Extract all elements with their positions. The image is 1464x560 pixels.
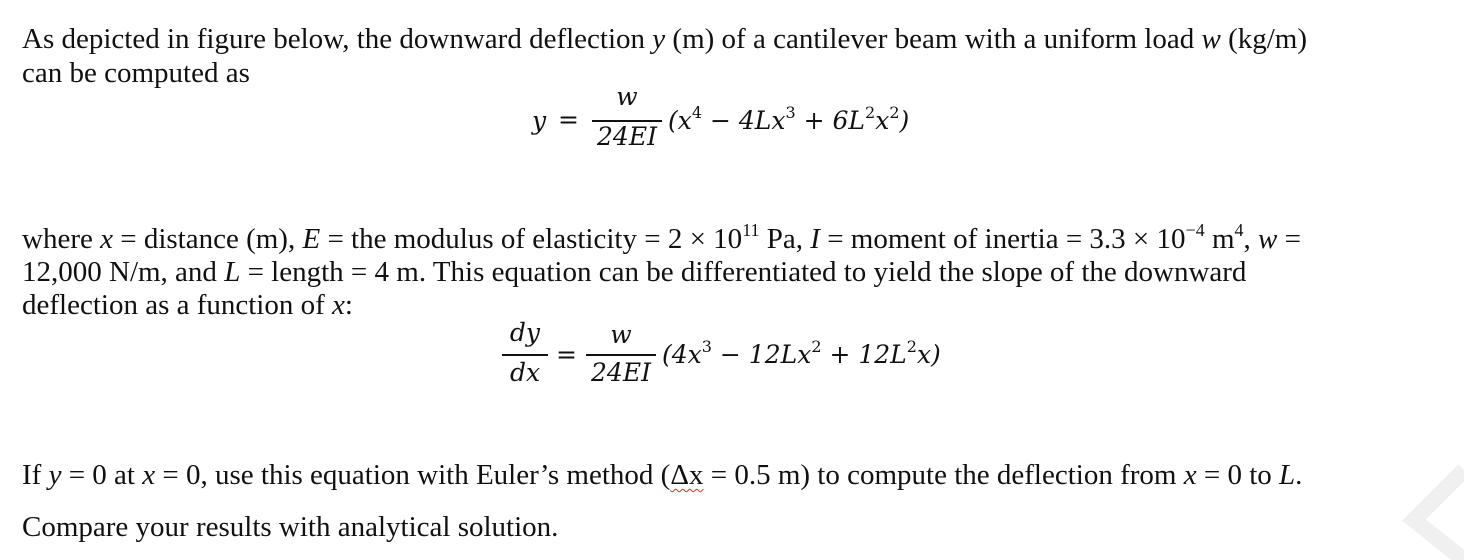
where-line-3 <box>22 288 353 322</box>
where-text: = the modulus of elasticity = 2 × 10 <box>320 223 743 255</box>
intro-line-2: can be computed as <box>22 57 250 89</box>
where-text: where <box>22 223 101 255</box>
exponent: −4 <box>1185 220 1205 240</box>
eq2-term: − 12Lx <box>711 340 812 369</box>
eq2-lhs-numerator: dy <box>509 318 541 347</box>
intro-text: (m) of a cantilever beam with a uniform load <box>665 23 1202 55</box>
task-text: = 0, use this equation with Euler’s method ( <box>155 459 671 491</box>
where-line-1 <box>22 222 1301 256</box>
eq1-exponent: 3 <box>785 103 796 122</box>
var-I: I <box>810 223 820 255</box>
where-line-2 <box>22 255 1246 289</box>
slope-equation <box>502 316 1002 400</box>
eq2-fraction-bar <box>586 354 656 356</box>
eq1-term: + 6L <box>795 106 866 135</box>
eq1-term: x <box>875 106 890 135</box>
var-w: w <box>1201 23 1221 55</box>
eq2-exponent: 2 <box>811 337 822 356</box>
where-text: : <box>344 289 353 321</box>
eq2-lhs-bar <box>502 354 548 356</box>
eq1-equals: = <box>558 105 579 134</box>
task-text: = 0 at <box>61 459 143 491</box>
eq1-term: ) <box>899 106 910 135</box>
task-text: . <box>1295 459 1303 491</box>
where-text: 12,000 N/m, and <box>22 256 225 288</box>
task-text: If <box>22 459 49 491</box>
eq1-term: (x <box>668 106 692 135</box>
eq1-denominator: 24EI <box>597 122 657 151</box>
where-text: = length = 4 m. This equation can be differentiated to yield the slope of the downward <box>240 256 1247 288</box>
where-text: = distance (m), <box>112 223 303 255</box>
eq2-term: x) <box>916 340 941 369</box>
task-line-1 <box>22 458 1302 492</box>
task-line-2: Compare your results with analytical solution. <box>22 511 559 543</box>
eq1-exponent: 2 <box>865 103 876 122</box>
corner-decoration-icon <box>1394 450 1464 560</box>
var-L: L <box>1279 459 1296 491</box>
eq2-term: (4x <box>662 340 702 369</box>
where-text: deflection as a function of <box>22 289 333 321</box>
var-x: x <box>142 459 156 491</box>
var-y: y <box>652 23 666 55</box>
where-text: = moment of inertia = 3.3 × 10 <box>819 223 1186 255</box>
eq2-polynomial <box>662 337 941 369</box>
where-text: Pa, <box>759 223 811 255</box>
eq1-polynomial <box>668 103 910 135</box>
var-y: y <box>48 459 62 491</box>
where-text: = <box>1277 223 1301 255</box>
eq2-fraction <box>586 316 656 400</box>
eq1-term: − 4Lx <box>702 106 786 135</box>
var-E: E <box>302 223 321 255</box>
task-text: = 0.5 m) to compute the deflection from <box>703 459 1184 491</box>
exponent: 4 <box>1234 220 1244 240</box>
eq2-exponent: 3 <box>701 337 712 356</box>
where-text: , <box>1243 223 1259 255</box>
var-x: x <box>332 289 345 321</box>
where-text: m <box>1204 223 1235 255</box>
eq2-lhs-denominator: dx <box>509 358 541 387</box>
eq2-lhs-fraction <box>502 316 548 400</box>
eq2-numerator: w <box>610 320 632 349</box>
intro-line-1 <box>22 22 1307 56</box>
var-w: w <box>1258 223 1278 255</box>
eq2-exponent: 2 <box>906 337 917 356</box>
task-text: = 0 to <box>1196 459 1280 491</box>
var-x: x <box>100 223 113 255</box>
eq1-numerator: w <box>616 82 638 111</box>
eq1-exponent: 2 <box>889 103 900 122</box>
eq1-lhs: y <box>532 106 547 135</box>
var-delta-x: Δx <box>670 459 704 491</box>
exponent: 11 <box>742 220 760 240</box>
var-L: L <box>224 256 241 288</box>
eq1-fraction <box>592 82 662 162</box>
intro-text: As depicted in figure below, the downward deflection <box>22 23 653 55</box>
deflection-equation <box>532 82 972 162</box>
eq2-equals: = <box>556 340 577 369</box>
intro-text: (kg/m) <box>1220 23 1308 55</box>
eq1-exponent: 4 <box>691 103 703 122</box>
var-x: x <box>1183 459 1197 491</box>
eq2-denominator: 24EI <box>591 358 651 387</box>
eq2-term: + 12L <box>821 340 907 369</box>
